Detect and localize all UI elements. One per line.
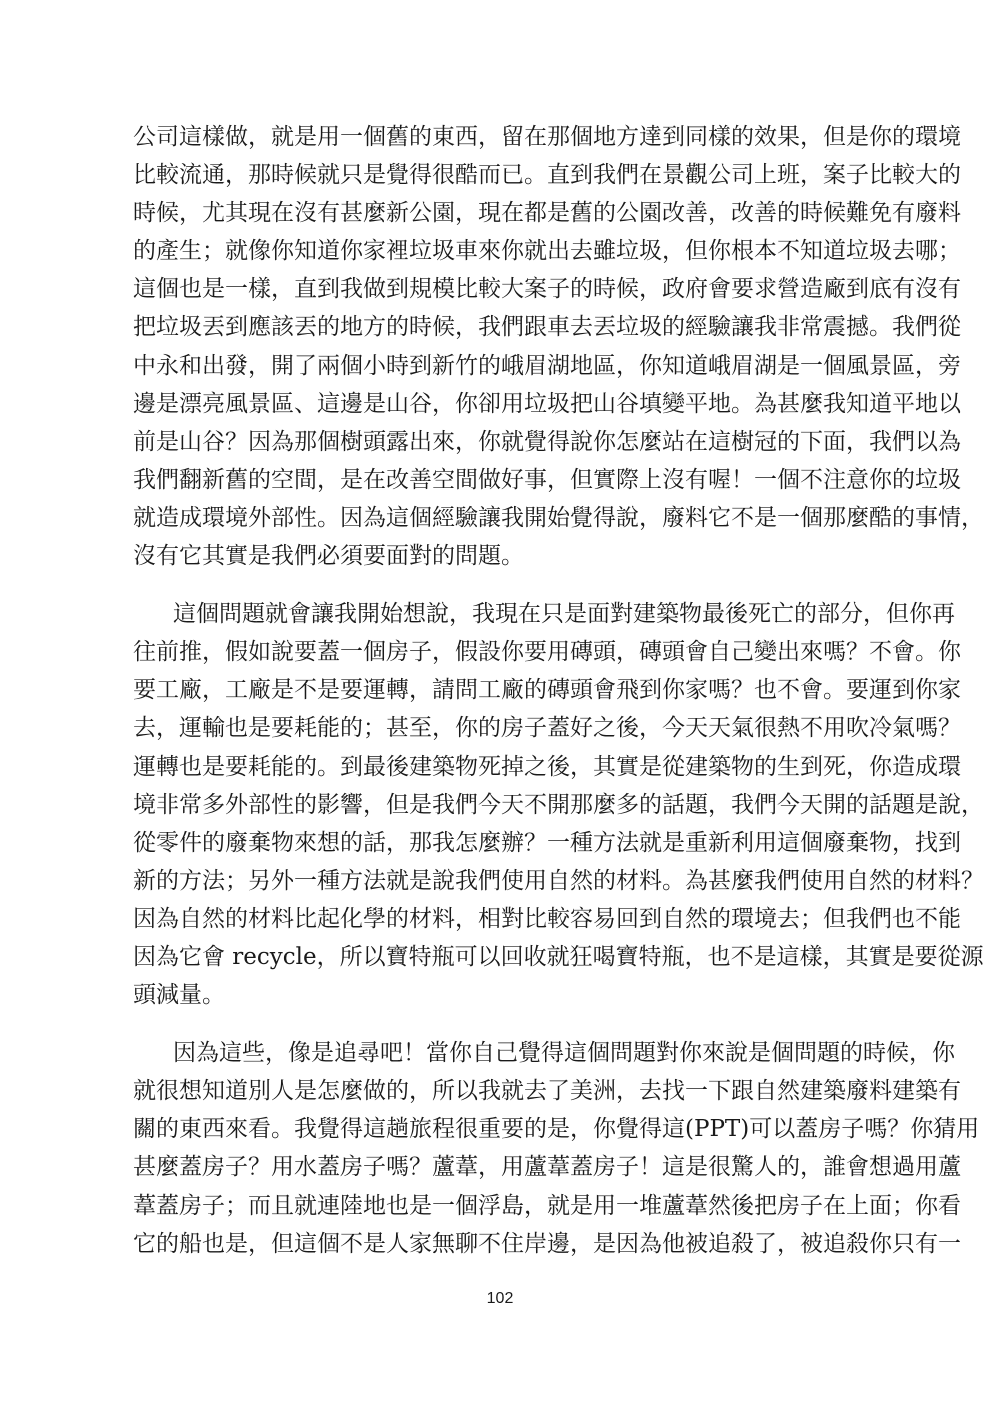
text-line: 要工廠，工廠是不是要運轉，請問工廠的磚頭會飛到你家嗎？也不會。要運到你家	[133, 677, 961, 704]
text-line: 新的方法；另外一種方法就是說我們使用自然的材料。為甚麼我們使用自然的材料？	[133, 867, 984, 894]
text-line: 公司這樣做，就是用一個舊的東西，留在那個地方達到同樣的效果，但是你的環境	[133, 124, 961, 150]
text-line: 邊是漂亮風景區、這邊是山谷，你卻用垃圾把山谷填變平地。為甚麼我知道平地以	[133, 390, 961, 417]
text-line: 因為這些，像是追尋吧！當你自己覺得這個問題對你來說是個問題的時候，你	[173, 1040, 955, 1067]
page-number: 102	[486, 1290, 514, 1307]
text-line: 運轉也是要耗能的。到最後建築物死掉之後，其實是從建築物的生到死，你造成環	[133, 753, 961, 780]
text-line: 的產生；就像你知道你家裡垃圾車來你就出去雖垃圾，但你根本不知道垃圾去哪；	[133, 238, 961, 265]
text-line: 境非常多外部性的影響，但是我們今天不開那麼多的話題，我們今天開的話題是說，	[133, 791, 984, 818]
paragraph-1	[133, 118, 984, 575]
text-line: 因為自然的材料比起化學的材料，相對比較容易回到自然的環境去；但我們也不能	[133, 905, 961, 932]
text-line: 頭減量。	[133, 982, 225, 1009]
text-line: 它的船也是，但這個不是人家無聊不住岸邊，是因為他被追殺了，被追殺你只有一	[133, 1230, 961, 1257]
text-line: 關的東西來看。我覺得這趟旅程很重要的是，你覺得這(PPT)可以蓋房子嗎？你猜用	[133, 1116, 980, 1143]
text-line: 這個問題就會讓我開始想說，我現在只是面對建築物最後死亡的部分，但你再	[173, 601, 955, 628]
text-line: 就很想知道別人是怎麼做的，所以我就去了美洲，去找一下跟自然建築廢料建築有	[133, 1078, 961, 1105]
text-line: 往前推，假如說要蓋一個房子，假設你要用磚頭，磚頭會自己變出來嗎？不會。你	[133, 639, 961, 666]
text-line: 去，運輸也是要耗能的；甚至，你的房子蓋好之後，今天天氣很熱不用吹冷氣嗎？	[133, 715, 961, 742]
text-line: 中永和出發，開了兩個小時到新竹的峨眉湖地區，你知道峨眉湖是一個風景區，旁	[133, 352, 961, 379]
text-line: 葦蓋房子；而且就連陸地也是一個浮島，就是用一堆蘆葦然後把房子在上面；你看	[133, 1192, 961, 1219]
text-line: 比較流通，那時候就只是覺得很酷而已。直到我們在景觀公司上班，案子比較大的	[133, 162, 961, 189]
text-line: 把垃圾丟到應該丟的地方的時候，我們跟車去丟垃圾的經驗讓我非常震撼。我們從	[133, 314, 961, 341]
paragraph-2	[133, 595, 984, 1014]
text-line: 沒有它其實是我們必須要面對的問題。	[133, 543, 524, 570]
text-line: 從零件的廢棄物來想的話，那我怎麼辦？一種方法就是重新利用這個廢棄物，找到	[133, 829, 961, 856]
text-line: 我們翻新舊的空間，是在改善空間做好事，但實際上沒有喔！一個不注意你的垃圾	[133, 466, 961, 493]
paragraph-gap	[133, 575, 871, 595]
paragraph-gap	[133, 1014, 871, 1034]
text-line: 就造成環境外部性。因為這個經驗讓我開始覺得說，廢料它不是一個那麼酷的事情，	[133, 504, 984, 531]
body-text	[133, 118, 984, 1263]
text-line: 甚麼蓋房子？用水蓋房子嗎？蘆葦，用蘆葦蓋房子！這是很驚人的，誰會想過用蘆	[133, 1154, 961, 1181]
text-line: 前是山谷？因為那個樹頭露出來，你就覺得說你怎麼站在這樹冠的下面，我們以為	[133, 428, 961, 455]
paragraph-3	[133, 1034, 980, 1263]
text-line: 時候，尤其現在沒有甚麼新公園，現在都是舊的公園改善，改善的時候難免有廢料	[133, 200, 961, 227]
text-line: 這個也是一樣，直到我做到規模比較大案子的時候，政府會要求營造廠到底有沒有	[133, 276, 961, 303]
text-line: 因為它會 recycle，所以寶特瓶可以回收就狂喝寶特瓶，也不是這樣，其實是要從源	[133, 943, 984, 970]
